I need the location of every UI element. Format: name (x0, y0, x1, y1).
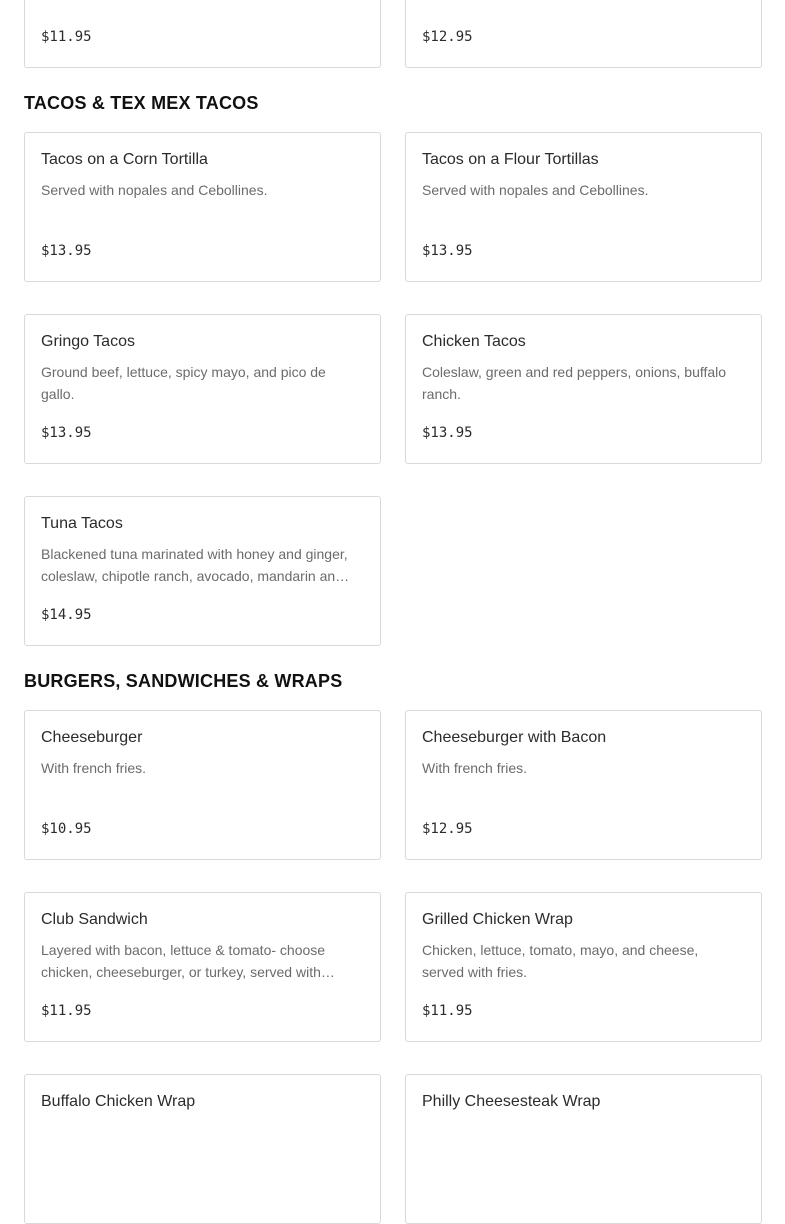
item-description: Coleslaw, green and red peppers, onions, buffalo ranch. (422, 364, 727, 402)
item-description: With french fries. (41, 760, 147, 776)
menu-item-card[interactable] (24, 0, 381, 68)
item-price: $11.95 (41, 29, 92, 45)
item-name: Buffalo Chicken Wrap (41, 1093, 196, 1110)
item-price: $11.95 (422, 1003, 473, 1019)
item-name: Cheeseburger with Bacon (422, 729, 607, 746)
item-name: Tuna Tacos (41, 515, 123, 532)
item-price: $11.95 (41, 1003, 92, 1019)
item-description: With french fries. (422, 760, 528, 776)
menu-item-card[interactable] (405, 1074, 762, 1224)
item-description: Blackened tuna marinated with honey and ginger, coleslaw, chipotle ranch, avocado, mandarin an… (41, 546, 350, 584)
section-title-burgers: BURGERS, SANDWICHES & WRAPS (24, 671, 343, 691)
item-description: Layered with bacon, lettuce & tomato- choose chicken, cheeseburger, or turkey, served with… (41, 942, 335, 980)
section-title-tacos: TACOS & TEX MEX TACOS (24, 93, 259, 113)
item-description: Served with nopales and Cebollines. (422, 182, 649, 198)
item-price: $14.95 (41, 607, 92, 623)
item-price: $10.95 (41, 821, 92, 837)
menu-item-card[interactable] (24, 892, 381, 1042)
item-description: Chicken, lettuce, tomato, mayo, and cheese, served with fries. (422, 942, 699, 980)
item-name: Grilled Chicken Wrap (422, 911, 573, 928)
item-name: Tacos on a Corn Tortilla (41, 151, 208, 168)
item-price: $13.95 (422, 243, 473, 259)
item-name: Club Sandwich (41, 911, 148, 928)
item-name: Gringo Tacos (41, 333, 135, 350)
menu-item-card[interactable] (405, 892, 762, 1042)
item-name: Chicken Tacos (422, 333, 526, 350)
item-description: Served with nopales and Cebollines. (41, 182, 268, 198)
item-price: $13.95 (41, 425, 92, 441)
item-price: $13.95 (41, 243, 92, 259)
item-name: Cheeseburger (41, 729, 143, 746)
menu-item-card[interactable] (405, 132, 762, 282)
menu-item-card[interactable] (24, 132, 381, 282)
menu-item-card[interactable] (24, 496, 381, 646)
item-price: $12.95 (422, 29, 473, 45)
menu-item-card[interactable] (24, 710, 381, 860)
menu-item-card[interactable] (24, 314, 381, 464)
item-name: Tacos on a Flour Tortillas (422, 151, 599, 168)
menu-item-card[interactable] (405, 0, 762, 68)
item-price: $12.95 (422, 821, 473, 837)
menu-item-card[interactable] (405, 710, 762, 860)
menu-item-card[interactable] (24, 1074, 381, 1224)
item-price: $13.95 (422, 425, 473, 441)
menu-item-card[interactable] (405, 314, 762, 464)
item-description: Ground beef, lettuce, spicy mayo, and pico de gallo. (41, 364, 326, 402)
item-name: Philly Cheesesteak Wrap (422, 1093, 601, 1110)
